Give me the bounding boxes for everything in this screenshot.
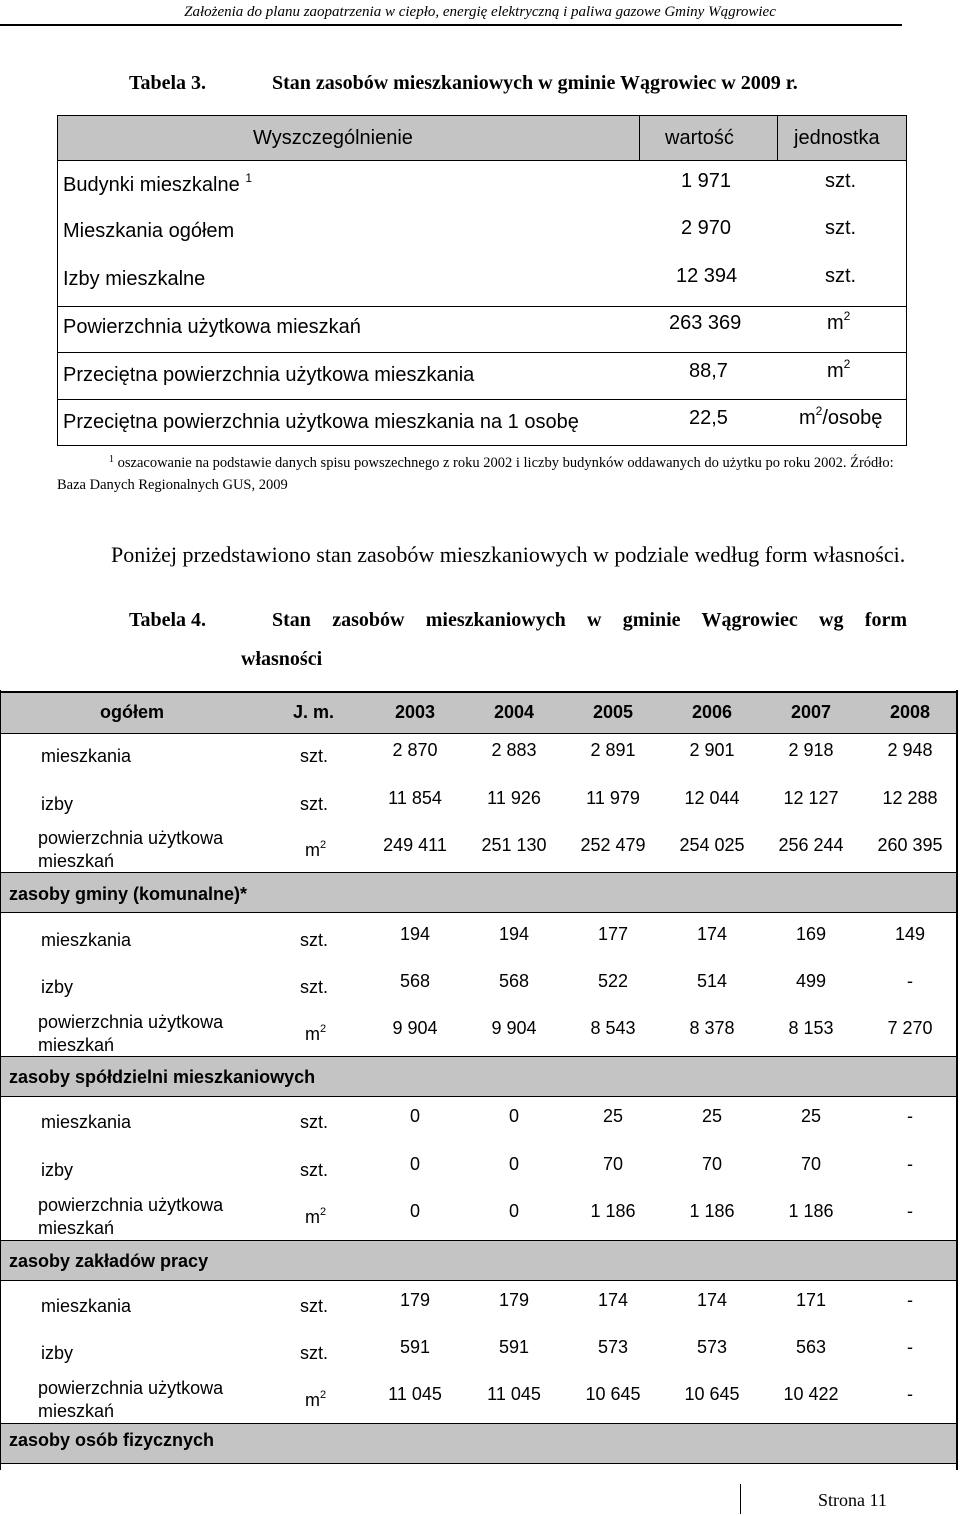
cell-value: 70 [800, 1154, 822, 1174]
cell-value: - [907, 1201, 913, 1221]
table3-header-unit: jednostka [794, 127, 880, 149]
cell-value: 514 [696, 971, 728, 991]
row-unit: $m^2$ [305, 1023, 327, 1044]
table3-row-unit: $m^2$ [827, 357, 851, 382]
cell-value: 573 [597, 1337, 629, 1357]
row-label: mieszkania [41, 930, 132, 950]
cell-value: 10 422 [783, 1384, 839, 1404]
header-rule [0, 24, 902, 26]
table4-header-total: ogółem [100, 702, 165, 722]
row-label: powierzchnia użytkowa [38, 828, 224, 848]
cell-value: 1 186 [590, 1201, 636, 1221]
cell-value: 11 045 [388, 1384, 442, 1404]
table3-header-value: wartość [665, 127, 734, 149]
table3 [57, 115, 907, 446]
cell-value: 11 926 [487, 788, 541, 808]
cell-value: 7 270 [887, 1018, 933, 1038]
row-unit: szt. [300, 977, 329, 997]
cell-value: 563 [795, 1337, 827, 1357]
row-label: mieszkania [41, 746, 132, 766]
row-label-line2: mieszkań [38, 851, 115, 871]
table3-border [57, 399, 907, 400]
cell-value: 0 [508, 1106, 519, 1126]
table3-header-bg [57, 115, 907, 160]
table4-header-year: 2007 [790, 702, 832, 722]
cell-value: 591 [399, 1337, 431, 1357]
cell-value: 0 [409, 1201, 420, 1221]
cell-value: 254 025 [679, 835, 745, 855]
section-name: zasoby spółdzielni mieszkaniowych [9, 1067, 316, 1087]
table3-border [906, 115, 907, 446]
section-name: zasoby gminy (komunalne)* [9, 884, 248, 904]
table4-border [0, 690, 1, 1470]
table3-row-unit: szt. [825, 265, 857, 287]
table3-row-value: 2 970 [681, 217, 732, 239]
table3-footnote: $^1$ oszacowanie na podstawie danych spisu powszechnego z roku 2002 i liczby budynków oddawanych do użytku po roku 2002. Źródło: Baza Danych Regionalnych GUS, 2009 [57, 454, 894, 493]
cell-value: 1 186 [689, 1201, 735, 1221]
section-name: zasoby zakładów pracy [9, 1251, 209, 1271]
table4-header-year: 2006 [691, 702, 733, 722]
cell-value: 8 543 [590, 1018, 636, 1038]
cell-value: - [907, 1106, 913, 1126]
cell-value: 252 479 [580, 835, 646, 855]
row-unit: szt. [300, 930, 329, 950]
cell-value: 149 [894, 924, 926, 944]
row-label-line2: mieszkań [38, 1401, 115, 1421]
row-unit: szt. [300, 1160, 329, 1180]
cell-value: 169 [795, 924, 827, 944]
cell-value: 194 [498, 924, 530, 944]
cell-value: 499 [795, 971, 827, 991]
cell-value: 0 [409, 1154, 420, 1174]
cell-value: 9 904 [392, 1018, 438, 1038]
row-label: powierzchnia użytkowa [38, 1195, 224, 1215]
table4-header-year: 2005 [592, 702, 634, 722]
cell-value: 8 153 [788, 1018, 834, 1038]
cell-value: 70 [602, 1154, 624, 1174]
cell-value: 260 395 [877, 835, 943, 855]
cell-value: 251 130 [481, 835, 547, 855]
cell-value: 591 [498, 1337, 530, 1357]
row-unit: $m^2$ [305, 1206, 327, 1227]
table3-border [57, 352, 907, 353]
table3-row-value: 1 971 [681, 170, 732, 192]
table4-border [0, 733, 958, 734]
cell-value: 12 288 [882, 788, 938, 808]
cell-value: 2 918 [788, 740, 834, 760]
row-unit: szt. [300, 1296, 329, 1316]
cell-value: 568 [498, 971, 530, 991]
row-label-line2: mieszkań [38, 1035, 115, 1055]
row-label: izby [41, 794, 74, 814]
intro-paragraph: Poniżej przedstawiono stan zasobów mieszkaniowych w podziale według form własności. [111, 542, 906, 567]
cell-value: 174 [696, 1290, 728, 1310]
row-label: izby [41, 977, 74, 997]
table4-border [0, 1280, 958, 1281]
table4-header-unit: J. m. [293, 702, 335, 722]
table4-number: Tabela 4. [129, 609, 207, 631]
table3-border [57, 115, 58, 446]
cell-value: 0 [508, 1201, 519, 1221]
cell-value: 256 244 [778, 835, 844, 855]
cell-value: 179 [399, 1290, 431, 1310]
cell-value: 174 [597, 1290, 629, 1310]
table3-border [777, 115, 778, 160]
cell-value: 10 645 [684, 1384, 740, 1404]
cell-value: 8 378 [689, 1018, 735, 1038]
row-label-line2: mieszkań [38, 1218, 115, 1238]
cell-value: 522 [597, 971, 629, 991]
row-unit: $m^2$ [305, 839, 327, 860]
table4-header-year: 2003 [394, 702, 436, 722]
table3-row-unit: $m^2$ [827, 309, 851, 334]
cell-value: - [907, 971, 913, 991]
table4-border [0, 912, 958, 913]
table3-row-label: Przeciętna powierzchnia użytkowa mieszkania [63, 364, 475, 386]
cell-value: 194 [399, 924, 431, 944]
table3-row-value: 88,7 [689, 360, 728, 382]
cell-value: 171 [795, 1290, 827, 1310]
table3-title: Stan zasobów mieszkaniowych w gminie Wągrowiec w 2009 r. [272, 72, 798, 94]
row-unit: szt. [300, 1112, 329, 1132]
table3-row-value: 12 394 [676, 265, 738, 287]
table3-header-desc: Wyszczególnienie [253, 127, 413, 149]
cell-value: 2 891 [590, 740, 636, 760]
row-label: izby [41, 1160, 74, 1180]
cell-value: - [907, 1290, 913, 1310]
cell-value: 11 045 [487, 1384, 541, 1404]
row-label: mieszkania [41, 1296, 132, 1316]
section-name: zasoby osób fizycznych [9, 1430, 215, 1450]
table4 [0, 690, 960, 1470]
row-label: powierzchnia użytkowa [38, 1378, 224, 1398]
table3-row-label: Powierzchnia użytkowa mieszkań [63, 316, 361, 338]
table4-border [0, 1423, 958, 1424]
table4-header-year: 2008 [889, 702, 931, 722]
row-label: powierzchnia użytkowa [38, 1012, 224, 1032]
row-unit: szt. [300, 746, 329, 766]
cell-value: 568 [399, 971, 431, 991]
cell-value: 174 [696, 924, 728, 944]
cell-value: 25 [602, 1106, 624, 1126]
table4-border [0, 1240, 958, 1241]
cell-value: 70 [701, 1154, 723, 1174]
table4-border [0, 872, 958, 873]
cell-value: 10 645 [585, 1384, 641, 1404]
cell-value: 2 883 [491, 740, 537, 760]
table4-border [0, 691, 958, 693]
table3-row-unit: szt. [825, 170, 857, 192]
cell-value: 25 [800, 1106, 822, 1126]
cell-value: 9 904 [491, 1018, 537, 1038]
row-unit: szt. [300, 1343, 329, 1363]
table4-title-line2: własności [241, 648, 323, 670]
row-label: izby [41, 1343, 74, 1363]
table3-border [639, 115, 640, 160]
table3-border [57, 115, 907, 116]
table4-border [0, 1463, 958, 1464]
running-header: Założenia do planu zaopatrzenia w ciepło, energię elektryczną i paliwa gazowe Gminy Wągrowiec [184, 4, 776, 20]
table4-border [0, 1056, 958, 1057]
row-label: mieszkania [41, 1112, 132, 1132]
cell-value: 177 [597, 924, 629, 944]
table3-border [57, 306, 907, 307]
cell-value: 0 [409, 1106, 420, 1126]
cell-value: 2 948 [887, 740, 933, 760]
row-unit: $m^2$ [305, 1389, 327, 1410]
row-unit: szt. [300, 794, 329, 814]
table4-border [0, 1096, 958, 1097]
table3-border [57, 445, 907, 446]
table3-border [57, 160, 907, 161]
cell-value: - [907, 1337, 913, 1357]
table3-row-unit: szt. [825, 217, 857, 239]
footer-rule [740, 1484, 741, 1514]
table3-row-value: 263 369 [669, 312, 742, 334]
cell-value: 12 127 [783, 788, 839, 808]
cell-value: 2 870 [392, 740, 438, 760]
cell-value: 0 [508, 1154, 519, 1174]
table3-row-value: 22,5 [689, 407, 728, 429]
cell-value: 11 979 [586, 788, 640, 808]
cell-value: 12 044 [684, 788, 740, 808]
table3-row-label: Izby mieszkalne [63, 268, 206, 290]
table3-row-unit: $m^2$/osobę [799, 404, 883, 429]
cell-value: 179 [498, 1290, 530, 1310]
cell-value: 573 [696, 1337, 728, 1357]
table3-row-label: Mieszkania ogółem [63, 220, 235, 242]
cell-value: 25 [701, 1106, 723, 1126]
table4-header-year: 2004 [493, 702, 535, 722]
cell-value: - [907, 1154, 913, 1174]
cell-value: 11 854 [388, 788, 442, 808]
cell-value: - [907, 1384, 913, 1404]
cell-value: 2 901 [689, 740, 735, 760]
cell-value: 249 411 [383, 835, 447, 855]
page-number: Strona 11 [818, 1490, 887, 1510]
table3-row-label: Przeciętna powierzchnia użytkowa mieszkania na 1 osobę [63, 411, 579, 433]
table4-title: Stan zasobów mieszkaniowych w gminie Wągrowiec wg form [272, 609, 907, 631]
cell-value: 1 186 [788, 1201, 834, 1221]
table3-number: Tabela 3. [129, 72, 207, 94]
table3-row-label: Budynki mieszkalne $^1$ [63, 171, 252, 196]
